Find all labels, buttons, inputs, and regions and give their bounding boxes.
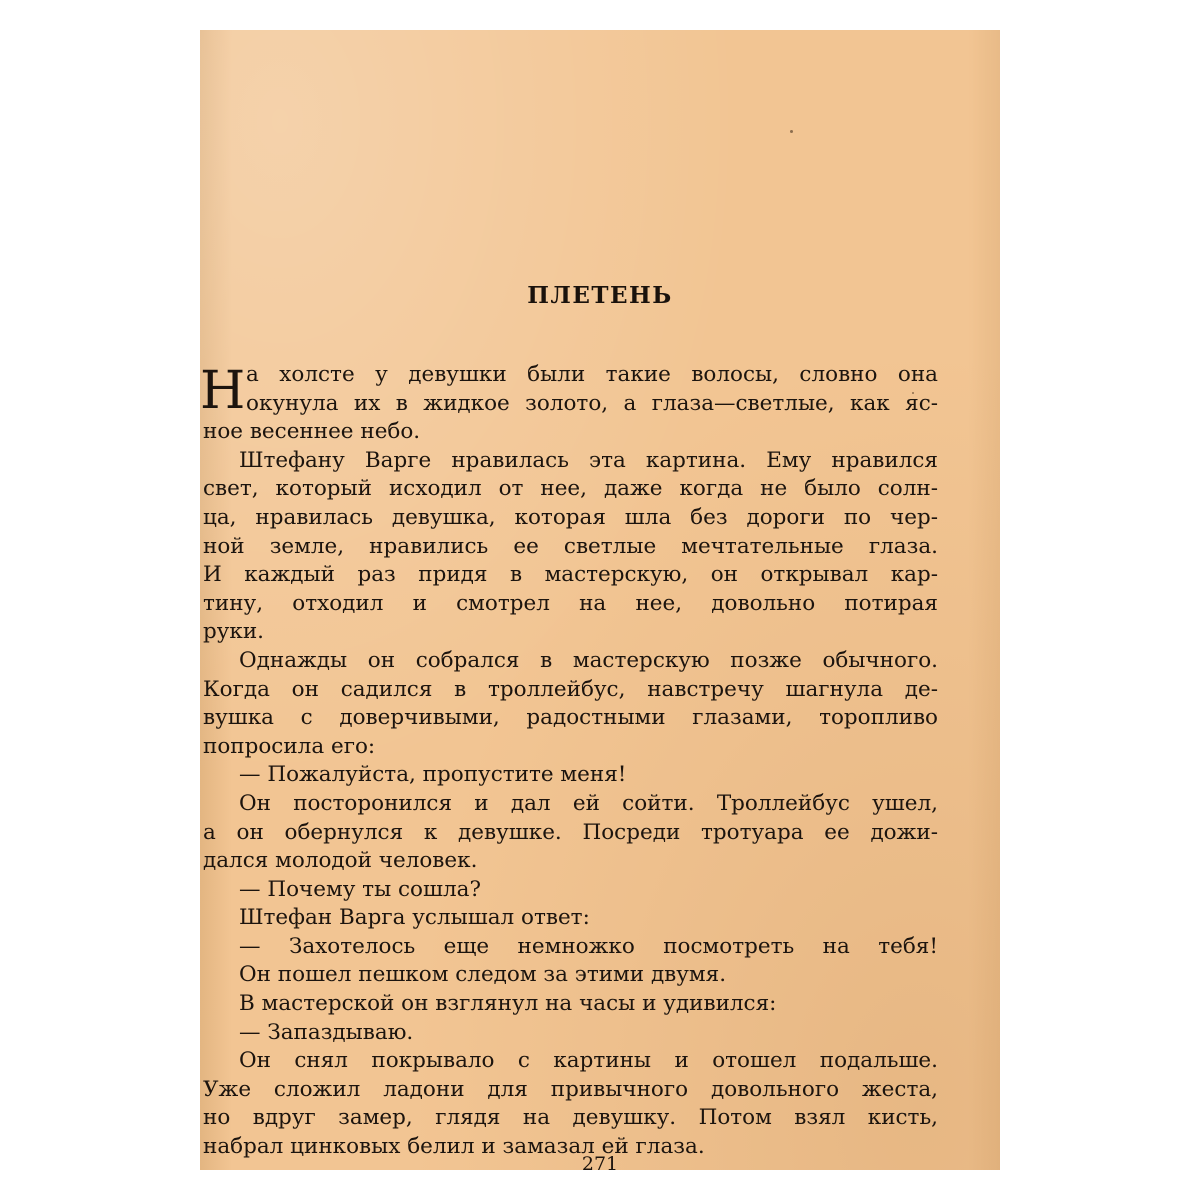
text-line: — Почему ты сошла? [239, 876, 481, 902]
text-line: ца, нравилась девушка, которая шла без дороги по чер- [203, 504, 938, 530]
text-line: — Захотелось еще немножко посмотреть на тебя! [239, 933, 938, 959]
text-line: свет, который исходил от нее, даже когда не было солн- [203, 476, 938, 502]
text-line: — Пожалуйста, пропустите меня! [239, 762, 627, 788]
text-line: Когда он садился в троллейбус, навстречу шагнула де- [203, 676, 938, 702]
text-line: Он пошел пешком следом за этими двумя. [239, 962, 727, 988]
text-line: а холсте у девушки были такие волосы, словно она [246, 362, 938, 387]
chapter-title: ПЛЕТЕНЬ [527, 282, 673, 309]
text-line: руки. [203, 619, 265, 645]
text-line: Он посторонился и дал ей сойти. Троллейбус ушел, [239, 790, 938, 816]
text-line: окунула их в жидкое золото, а глаза—светлые, как яс- [246, 390, 938, 416]
text-line: Уже сложил ладони для привычного довольного жеста, [203, 1076, 938, 1102]
text-line: ной земле, нравились ее светлые мечтательные глаза. [203, 533, 938, 559]
paper-speck [790, 130, 793, 133]
text-line: попросила его: [203, 733, 376, 759]
text-line: Штефану Варге нравилась эта картина. Ему нравился [239, 447, 938, 473]
text-line: а он обернулся к девушке. Посреди тротуара ее дожи- [203, 819, 938, 845]
text-line: В мастерской он взглянул на часы и удивился: [239, 991, 777, 1017]
text-line: тину, отходил и смотрел на нее, довольно потирая [203, 590, 938, 616]
text-line: набрал цинковых белил и замазал ей глаза. [203, 1134, 705, 1160]
text-line: но вдруг замер, глядя на девушку. Потом взял кисть, [203, 1105, 938, 1131]
text-line: ное весеннее небо. [203, 419, 421, 445]
text-line: Штефан Варга услышал ответ: [239, 905, 590, 931]
text-line: Он снял покрывало с картины и отошел подальше. [239, 1048, 938, 1074]
text-line: И каждый раз придя в мастерскую, он открывал кар- [203, 562, 938, 588]
page-number: 271 [581, 1153, 619, 1175]
text-line: вушка с доверчивыми, радостными глазами, торопливо [203, 705, 938, 731]
drop-cap: Н [200, 361, 246, 421]
book-page [200, 30, 1000, 1175]
body-text [203, 361, 938, 1162]
text-line: дался молодой человек. [203, 848, 478, 874]
text-line: — Запаздываю. [239, 1019, 414, 1045]
text-line: Однажды он собрался в мастерскую позже обычного. [239, 647, 938, 673]
